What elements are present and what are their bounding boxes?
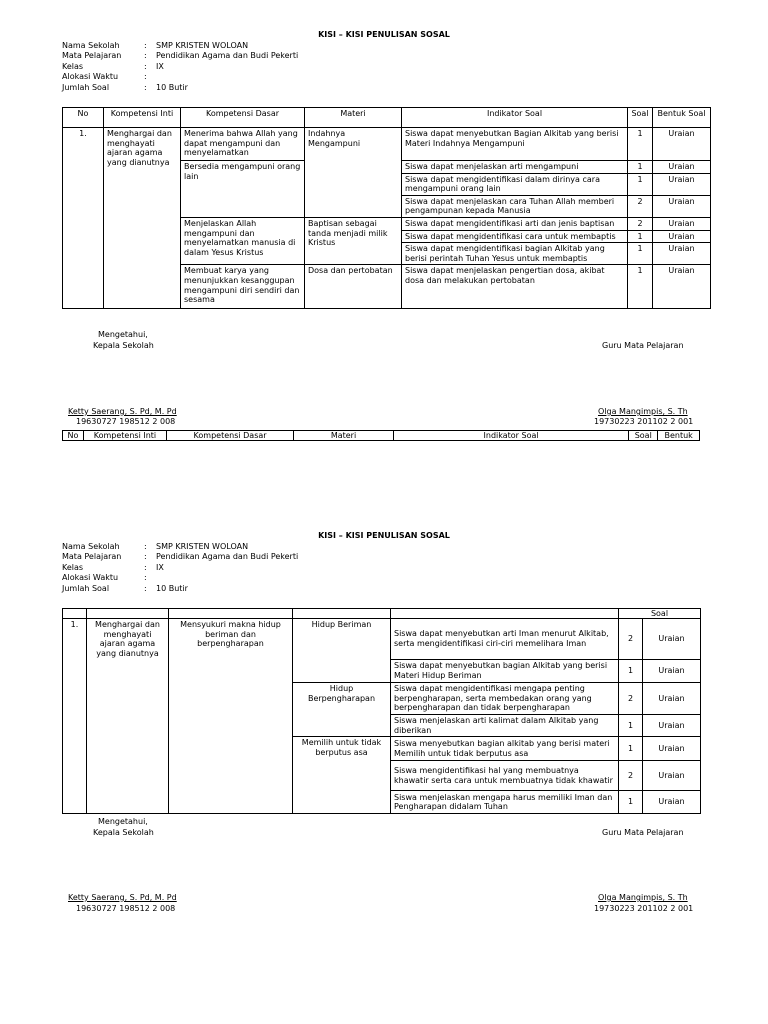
cell-soal: 1 xyxy=(619,737,643,761)
cell-bentuk: Uraian xyxy=(653,265,711,309)
cell-indikator: Siswa menjelaskan arti kalimat dalam Alkitab yang diberikan xyxy=(391,715,619,737)
page2-info: Nama Sekolah : SMP KRISTEN WOLOAN Mata Pelajaran : Pendidikan Agama dan Budi Pekerti Kelas : IX Alokasi Waktu : Jumlah Soal : 10 Butir xyxy=(62,542,299,593)
info-value: SMP KRISTEN WOLOAN xyxy=(156,542,249,551)
cell-soal: 2 xyxy=(619,683,643,715)
cell-indikator: Siswa dapat menyebutkan Bagian Alkitab yang berisi Materi Indahnya Mengampuni xyxy=(402,128,628,161)
info-label: Alokasi Waktu xyxy=(62,573,119,583)
cell-indikator: Siswa dapat menjelaskan arti mengampuni xyxy=(402,161,628,174)
page1-table xyxy=(62,107,711,309)
info-label: Mata Pelajaran xyxy=(62,51,122,61)
cell-soal: 2 xyxy=(619,761,643,791)
header-ki: Kompetensi Inti xyxy=(104,108,181,128)
info-value: Pendidikan Agama dan Budi Pekerti xyxy=(156,51,299,61)
page2-guru-label: Guru Mata Pelajaran xyxy=(602,828,684,837)
cell-soal: 1 xyxy=(628,265,653,309)
page1-kepala-nip: 19630727 198512 2 008 xyxy=(76,417,176,426)
header-indikator: Indikator Soal xyxy=(402,108,628,128)
page2-kepala-label: Kepala Sekolah xyxy=(93,828,154,837)
cell-indikator: Siswa dapat mengidentifikasi arti dan jenis baptisan xyxy=(402,217,628,230)
info-value: SMP KRISTEN WOLOAN xyxy=(156,41,249,50)
cell-no: 1. xyxy=(63,128,104,309)
page1-kepala-label: Kepala Sekolah xyxy=(93,341,154,350)
cell-soal: 2 xyxy=(628,217,653,230)
cell-bentuk: Uraian xyxy=(643,715,701,737)
info-value: 10 Butir xyxy=(156,583,188,593)
cell-bentuk: Uraian xyxy=(653,173,711,195)
cell-bentuk: Uraian xyxy=(643,791,701,814)
cell-kd: Menjelaskan Allah mengampuni dan menyelamatkan manusia di dalam Yesus Kristus xyxy=(181,217,305,264)
cell-soal: 1 xyxy=(628,230,653,243)
page1-kepala-name: Ketty Saerang, S. Pd, M. Pd xyxy=(68,407,177,416)
cell-kd: Mensyukuri makna hidup beriman dan berpengharapan xyxy=(169,619,293,814)
info-label: Jumlah Soal xyxy=(62,583,110,593)
page1-guru-nip: 19730223 201102 2 001 xyxy=(594,417,694,426)
cell-indikator: Siswa dapat menjelaskan cara Tuhan Allah memberi pengampunan kepada Manusia xyxy=(402,195,628,217)
cell-soal: 1 xyxy=(628,173,653,195)
cell-bentuk: Uraian xyxy=(653,217,711,230)
cell-materi: Hidup Berpengharapan xyxy=(293,683,391,737)
page2-kepala-nip: 19630727 198512 2 008 xyxy=(76,904,176,913)
cell-materi: Memilih untuk tidak berputus asa xyxy=(293,737,391,814)
page2-title: KISI – KISI PENULISAN SOSAL xyxy=(318,531,450,540)
cell-bentuk: Uraian xyxy=(643,660,701,683)
header-materi: Materi xyxy=(305,108,402,128)
cell-soal: 2 xyxy=(619,619,643,660)
header-bentuk: Bentuk Soal xyxy=(653,108,711,128)
page2-table xyxy=(62,608,701,814)
header-soal: Soal xyxy=(628,108,653,128)
cell-soal: 1 xyxy=(619,660,643,683)
info-label: Jumlah Soal xyxy=(62,82,110,92)
cell-bentuk: Uraian xyxy=(653,195,711,217)
cell-indikator: Siswa dapat mengidentifikasi bagian Alkitab yang berisi perintah Tuhan Yesus untuk membaptis xyxy=(402,243,628,265)
page2-mengetahui: Mengetahui, xyxy=(98,817,148,826)
cell-soal: 1 xyxy=(619,791,643,814)
info-value: Pendidikan Agama dan Budi Pekerti xyxy=(156,552,299,562)
info-value: IX xyxy=(156,61,164,71)
strip-bentuk: Bentuk xyxy=(658,431,700,441)
cell-indikator: Siswa dapat menyebutkan arti Iman menurut Alkitab, serta mengidentifikasi ciri-ciri memelihara Iman xyxy=(391,619,619,660)
cell-materi: Hidup Beriman xyxy=(293,619,391,683)
cell-bentuk: Uraian xyxy=(643,683,701,715)
cell-soal: 1 xyxy=(628,128,653,161)
cell-bentuk: Uraian xyxy=(643,737,701,761)
page1-guru-name: Olga Mangimpis, S. Th xyxy=(598,407,688,416)
cell-soal: 1 xyxy=(619,715,643,737)
info-label: Kelas xyxy=(62,562,84,572)
info-value: IX xyxy=(156,562,164,572)
strip-soal: Soal xyxy=(629,431,658,441)
cell-soal: 1 xyxy=(628,243,653,265)
cell-indikator: Siswa mengidentifikasi hal yang membuatnya khawatir serta cara untuk membuatnya tidak khawatir xyxy=(391,761,619,791)
page1-title: KISI – KISI PENULISAN SOSAL xyxy=(318,30,450,39)
cell-ki: Menghargai dan menghayati ajaran agama yang dianutnya xyxy=(87,619,169,814)
cell-materi: Baptisan sebagai tanda menjadi milik Kristus xyxy=(305,217,402,264)
cell-indikator: Siswa dapat menjelaskan pengertian dosa, akibat dosa dan melakukan pertobatan xyxy=(402,265,628,309)
header-soal: Soal xyxy=(619,609,701,619)
info-label: Kelas xyxy=(62,61,84,71)
cell-indikator: Siswa dapat mengidentifikasi cara untuk membaptis xyxy=(402,230,628,243)
strip-kd: Kompetensi Dasar xyxy=(167,431,294,441)
cell-bentuk: Uraian xyxy=(653,230,711,243)
cell-materi: Dosa dan pertobatan xyxy=(305,265,402,309)
header-kd: Kompetensi Dasar xyxy=(181,108,305,128)
page2-guru-name: Olga Mangimpis, S. Th xyxy=(598,893,688,902)
info-label: Alokasi Waktu xyxy=(62,72,119,82)
cell-bentuk: Uraian xyxy=(653,161,711,174)
cell-materi: Indahnya Mengampuni xyxy=(305,128,402,218)
page1-guru-label: Guru Mata Pelajaran xyxy=(602,341,684,350)
cell-indikator: Siswa dapat mengidentifikasi mengapa penting berpengharapan, serta membedakan orang yang berpengharapan dan tidak berpengharapan xyxy=(391,683,619,715)
cell-bentuk: Uraian xyxy=(653,243,711,265)
page1-mengetahui: Mengetahui, xyxy=(98,330,148,339)
strip-no: No xyxy=(63,431,84,441)
cell-kd: Bersedia mengampuni orang lain xyxy=(181,161,305,218)
page2-kepala-name: Ketty Saerang, S. Pd, M. Pd xyxy=(68,893,177,902)
cell-bentuk: Uraian xyxy=(643,761,701,791)
cell-kd: Membuat karya yang menunjukkan kesanggupan mengampuni diri sendiri dan sesama xyxy=(181,265,305,309)
cell-indikator: Siswa dapat menyebutkan bagian Alkitab yang berisi Materi Hidup Beriman xyxy=(391,660,619,683)
header-no: No xyxy=(63,108,104,128)
cell-indikator: Siswa dapat mengidentifikasi dalam dirinya cara mengampuni orang lain xyxy=(402,173,628,195)
page2-guru-nip: 19730223 201102 2 001 xyxy=(594,904,694,913)
cell-bentuk: Uraian xyxy=(643,619,701,660)
info-label: Nama Sekolah xyxy=(62,41,120,50)
info-label: Mata Pelajaran xyxy=(62,552,122,562)
cell-indikator: Siswa menyebutkan bagian alkitab yang berisi materi Memilih untuk tidak berputus asa xyxy=(391,737,619,761)
strip-indikator: Indikator Soal xyxy=(393,431,628,441)
cell-indikator: Siswa menjelaskan mengapa harus memiliki Iman dan Pengharapan didalam Tuhan xyxy=(391,791,619,814)
cell-soal: 1 xyxy=(628,161,653,174)
info-label: Nama Sekolah xyxy=(62,542,120,551)
strip-ki: Kompetensi Inti xyxy=(83,431,166,441)
page1-info: Nama Sekolah : SMP KRISTEN WOLOAN Mata Pelajaran : Pendidikan Agama dan Budi Pekerti Kelas : IX Alokasi Waktu : Jumlah Soal : 10 Butir xyxy=(62,41,299,92)
cell-kd: Menerima bahwa Allah yang dapat mengampuni dan menyelamatkan xyxy=(181,128,305,161)
cell-bentuk: Uraian xyxy=(653,128,711,161)
cell-ki: Menghargai dan menghayati ajaran agama yang dianutnya xyxy=(104,128,181,309)
strip-materi: Materi xyxy=(294,431,394,441)
info-value: 10 Butir xyxy=(156,82,188,92)
continuation-header-strip xyxy=(62,430,700,441)
cell-soal: 2 xyxy=(628,195,653,217)
cell-no: 1. xyxy=(63,619,87,814)
